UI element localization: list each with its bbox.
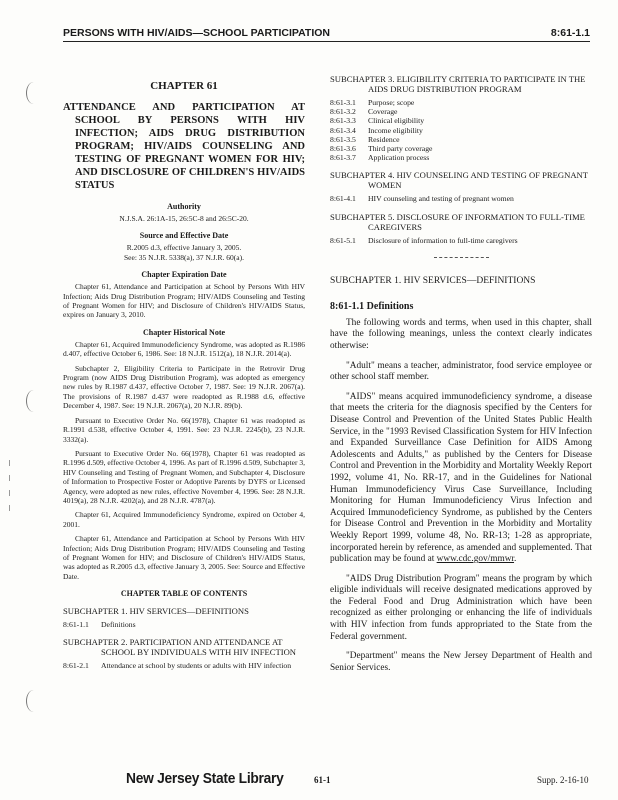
cdc-link[interactable]: www.cdc.gov/mmwr [436,554,515,565]
definition-aids-text: "AIDS" means acquired immunodeficiency syndrome, a disease that meets the criteria for the diagnosis specified by the Centers for Disease Control and Prevention of the United States Public Health Service, in the "1993 Revised Classification System for HIV Infection and Expanded Surveillance Case Definition for AIDS Among Adolescents and Adults," as published by the Centers for Disease Control and Prevention in the Morbidity and Mortality Weekly Report 1992, volume 41, No. RR-17, and in the Guidelines for National Human Immunodeficiency Virus Case Surveillance, Including Monitoring for Human Immunodeficiency Virus Infection and Acquired Immunodeficiency Syndrome, as published by the Centers for Disease Control and Prevention in the Morbidity and Mortality Weekly Report 1999, volume 48, No. RR-13; 1-28 as appropriate, incorporated herein by reference, as amended and supplemented. That publication may be found at [330,391,592,565]
toc-item-title: Third party coverage [368,144,433,154]
toc-item-number: 8:61-5.1 [330,235,356,245]
toc-item-number: 8:61-2.1 [63,661,89,671]
binder-hole-mark [26,690,41,712]
source-heading: Source and Effective Date [139,231,229,241]
toc-item-title: Disclosure of information to full-time caregivers [368,235,518,245]
expiration-heading: Chapter Expiration Date [141,270,227,280]
toc-item-number: 8:61-3.1 [330,98,356,107]
definition-aids-end: . [514,554,517,565]
toc-item-title: Attendance at school by students or adults with HIV infection [101,661,292,671]
source-line-2: See: 35 N.J.R. 5338(a), 37 N.J.R. 60(a). [124,252,244,262]
toc-item[interactable] [330,236,592,245]
binder-hole-mark [26,82,41,104]
binder-hole-mark [26,390,41,412]
margin-tick [9,475,10,481]
toc-subchapter-title: SUBCHAPTER 3. ELIGIBILITY CRITERIA TO PARTICIPATE IN THE AIDS DRUG DISTRIBUTION PROGRAM [330,74,586,94]
toc-item-title: Definitions [101,620,136,630]
margin-tick [9,505,10,511]
body-subchapter-heading: SUBCHAPTER 1. HIV SERVICES—DEFINITIONS [330,275,536,286]
library-watermark: New Jersey State Library [126,770,284,787]
toc-item-number: 8:61-3.3 [330,116,356,126]
definition-adap: "AIDS Drug Distribution Program" means the program by which eligible individuals will receive designated medications approved by the Federal Food and Drug Administration which have been recognized as either prolonging or enhancing the life of individuals with HIV infection from funds appropriated to the State from the Federal government. [330,573,592,642]
toc-item-number: 8:61-4.1 [330,194,356,204]
toc-item[interactable] [330,116,592,125]
toc-item-title: Coverage [368,107,398,117]
toc-item-number: 8:61-1.1 [63,620,89,630]
toc-subchapter-title: SUBCHAPTER 1. HIV SERVICES—DEFINITIONS [63,606,249,617]
toc-item[interactable] [330,153,592,162]
expiration-text: Chapter 61, Attendance and Participation at School by Persons With HIV Infection; Aids Drug Distribution Program; HIV/AIDS Counseling and Testing of Pregnant Women for HIV; and Disclosure of Children's HIV/AIDS Status, expires on January 3, 2010. [63,282,305,320]
toc-item-title: Income eligibility [368,125,423,135]
definition-aids [330,392,592,566]
definition-department: "Department" means the New Jersey Department of Health and Senior Services. [330,651,592,673]
source-line-1: R.2005 d.3, effective January 3, 2005. [126,243,242,253]
history-paragraph: Pursuant to Executive Order No. 66(1978), Chapter 61 was readopted as R.1991 d.538, effective October 4, 1991. See: 23 N.J.R. 2245(b), 23 N.J.R. 3332(a). [63,415,305,444]
margin-tick [9,460,10,466]
page-number: 61-1 [314,775,331,785]
toc-item-number: 8:61-3.6 [330,144,356,154]
history-paragraph: Pursuant to Executive Order No. 66(1978), Chapter 61 was readopted as R.1996 d.509, effective October 4, 1996. As part of R.1996 d.509, Subchapter 3, HIV Counseling and Testing of Pregnant Women, and Subchapter 4, Disclosure of Information to Prospective Foster or Adoptive Parents by DYFS or Licensed Agency, were adopted as new rules, effective November 4, 1996. See: 28 N.J.R. 4019(a), 28 N.J.R. 4202(a), and 28 N.J.R. 4787(a). [63,448,305,505]
toc-item-title: Clinical eligibility [368,116,425,126]
chapter-number: CHAPTER 61 [150,80,218,92]
toc-subchapter-title: SUBCHAPTER 2. PARTICIPATION AND ATTENDANCE AT SCHOOL BY INDIVIDUALS WITH HIV INFECTION [63,637,297,658]
authority-heading: Authority [167,202,201,211]
authority-text: N.J.S.A. 26:1A-15, 26:5C-8 and 26:5C-20. [119,214,249,223]
toc-heading: CHAPTER TABLE OF CONTENTS [120,589,248,599]
toc-item[interactable] [330,126,592,135]
toc-item-title: HIV counseling and testing of pregnant women [368,194,514,204]
toc-item[interactable] [330,194,592,203]
toc-item[interactable] [63,620,305,629]
toc-subchapter-title: SUBCHAPTER 5. DISCLOSURE OF INFORMATION TO FULL-TIME CAREGIVERS [330,211,585,232]
toc-item[interactable] [330,98,592,107]
toc-item-title: Purpose; scope [368,98,415,107]
supplement-date: Supp. 2-16-10 [537,775,589,785]
right-column [330,74,592,682]
running-head [63,27,590,42]
left-column [63,74,305,671]
running-head-section: 8:61-1.1 [550,27,590,39]
history-heading: Chapter Historical Note [142,327,226,337]
history-paragraph: Chapter 61, Attendance and Participation at School by Persons With HIV Infection; Aids Drug Distribution Program; HIV/AIDS Counseling and Testing of Pregnant Women for HIV; and Disclosure of Children's HIV/AIDS Status, was adopted as R.2005 d.3, effective January 3, 2005. See: Source and Effective Date. [63,534,305,581]
toc-item-number: 8:61-3.5 [330,134,356,144]
history-paragraph: Chapter 61, Acquired Immunodeficiency Syndrome, expired on October 4, 2001. [63,510,305,529]
history-paragraph: Subchapter 2, Eligibility Criteria to Participate in the Retrovir Drug Program (now AIDS Drug Distribution Program), was adopted as emergency new rules by R.1987 d.437, effective October 7, 1987. See: 19 N.J.R. 2067(a). The provisions of R.1987 d.437 were readopted as R.1988 d.6, effective December 4, 1987. See: 19 N.J.R. 2067(a), 20 N.J.R. 89(b). [63,363,305,411]
toc-item-number: 8:61-3.2 [330,107,356,117]
history-paragraph: Chapter 61, Acquired Immunodeficiency Syndrome, was adopted as R.1986 d.407, effective October 6, 1986. See: 18 N.J.R. 1512(a), 18 N.J.R. 2014(a). [63,339,305,359]
running-head-title: PERSONS WITH HIV/AIDS—SCHOOL PARTICIPATION [63,27,330,39]
section-divider [434,257,489,258]
toc-item-number: 8:61-3.7 [330,153,356,163]
toc-item-title: Residence [368,134,400,144]
section-title: 8:61-1.1 Definitions [330,300,414,312]
definition-adult: "Adult" means a teacher, administrator, food service employee or other school staff member. [330,360,592,383]
toc-item-number: 8:61-3.4 [330,125,356,135]
chapter-title: ATTENDANCE AND PARTICIPATION AT SCHOOL BY PERSONS WITH HIV INFECTION; AIDS DRUG DISTRIBUTION PROGRAM; HIV/AIDS COUNSELING AND TESTING OF PREGNANT WOMEN FOR HIV; AND DISCLOSURE OF CHILDREN'S HIV/AIDS STATUS [63,102,305,191]
toc-item[interactable] [63,661,305,670]
toc-item[interactable] [330,107,592,116]
toc-item-title: Application process [368,153,430,163]
definitions-intro: The following words and terms, when used in this chapter, shall have the following meanings, unless the context clearly indicates otherwise: [330,317,592,352]
toc-item[interactable] [330,144,592,153]
toc-subchapter-title: SUBCHAPTER 4. HIV COUNSELING AND TESTING OF PREGNANT WOMEN [330,170,588,191]
margin-tick [9,490,10,496]
toc-item[interactable] [330,135,592,144]
